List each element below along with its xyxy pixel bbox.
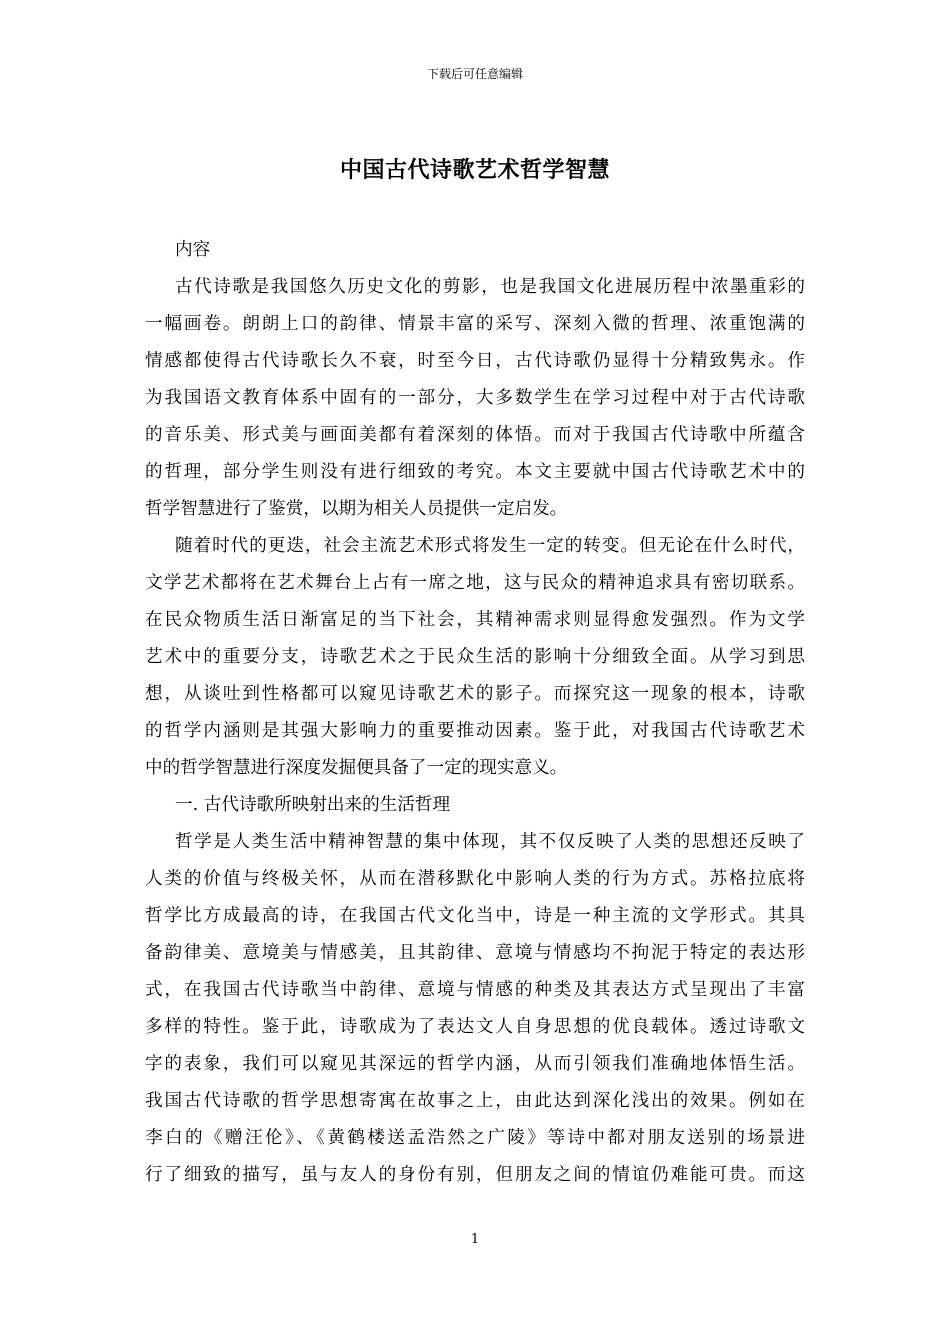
body-line: 内容 bbox=[175, 240, 211, 260]
body-line: 一. 古代诗歌所映射出来的生活哲理 bbox=[175, 795, 451, 815]
body-line: 哲学比方成最高的诗，在我国古代文化当中，诗是一种主流的文学形式。其具 bbox=[145, 906, 805, 926]
body-line: 式，在我国古代诗歌当中韵律、意境与情感的种类及其表达方式呈现出了丰富 bbox=[145, 980, 805, 1000]
body-line: 备韵律美、意境美与情感美，且其韵律、意境与情感均不拘泥于特定的表达形 bbox=[145, 943, 805, 963]
body-line: 为我国语文教育体系中固有的一部分，大多数学生在学习过程中对于古代诗歌 bbox=[145, 388, 805, 408]
body-line: 李白的《赠汪伦》、《黄鹤楼送孟浩然之广陵》等诗中都对朋友送别的场景进 bbox=[145, 1128, 805, 1148]
page-number: 1 bbox=[470, 1232, 480, 1247]
body-line: 多样的特性。鉴于此，诗歌成为了表达文人自身思想的优良载体。透过诗歌文 bbox=[145, 1017, 805, 1037]
body-line: 哲学是人类生活中精神智慧的集中体现，其不仅反映了人类的思想还反映了 bbox=[175, 832, 805, 852]
body-line: 的音乐美、形式美与画面美都有着深刻的体悟。而对于我国古代诗歌中所蕴含 bbox=[145, 425, 805, 445]
body-line: 行了细致的描写，虽与友人的身份有别，但朋友之间的情谊仍难能可贵。而这 bbox=[145, 1165, 805, 1185]
body-line: 艺术中的重要分支，诗歌艺术之于民众生活的影响十分细致全面。从学习到思 bbox=[145, 647, 805, 667]
header-note: 下载后可任意编辑 bbox=[426, 67, 523, 81]
body-line: 哲学智慧进行了鉴赏，以期为相关人员提供一定启发。 bbox=[145, 499, 568, 519]
body-line: 的哲学内涵则是其强大影响力的重要推动因素。鉴于此，对我国古代诗歌艺术 bbox=[145, 721, 805, 741]
body-line: 一幅画卷。朗朗上口的韵律、情景丰富的采写、深刻入微的哲理、浓重饱满的 bbox=[145, 314, 805, 334]
body-line: 的哲理，部分学生则没有进行细致的考究。本文主要就中国古代诗歌艺术中的 bbox=[145, 462, 805, 482]
body-line: 我国古代诗歌的哲学思想寄寓在故事之上，由此达到深化浅出的效果。例如在 bbox=[145, 1091, 805, 1111]
body-line: 情感都使得古代诗歌长久不衰，时至今日，古代诗歌仍显得十分精致隽永。作 bbox=[145, 351, 805, 371]
body-line: 想，从谈吐到性格都可以窥见诗歌艺术的影子。而探究这一现象的根本，诗歌 bbox=[145, 684, 805, 704]
document-body bbox=[145, 232, 805, 1194]
body-line: 古代诗歌是我国悠久历史文化的剪影，也是我国文化进展历程中浓墨重彩的 bbox=[175, 277, 805, 297]
body-line: 随着时代的更迭，社会主流艺术形式将发生一定的转变。但无论在什么时代， bbox=[175, 536, 805, 556]
body-line: 文学艺术都将在艺术舞台上占有一席之地，这与民众的精神追求具有密切联系。 bbox=[145, 573, 805, 593]
document-title: 中国古代诗歌艺术哲学智慧 bbox=[339, 157, 610, 183]
body-line: 在民众物质生活日渐富足的当下社会，其精神需求则显得愈发强烈。作为文学 bbox=[145, 610, 805, 630]
body-line: 中的哲学智慧进行深度发掘便具备了一定的现实意义。 bbox=[145, 758, 568, 778]
body-line: 人类的价值与终极关怀，从而在潜移默化中影响人类的行为方式。苏格拉底将 bbox=[145, 869, 805, 889]
body-line: 字的表象，我们可以窥见其深远的哲学内涵，从而引领我们准确地体悟生活。 bbox=[145, 1054, 805, 1074]
